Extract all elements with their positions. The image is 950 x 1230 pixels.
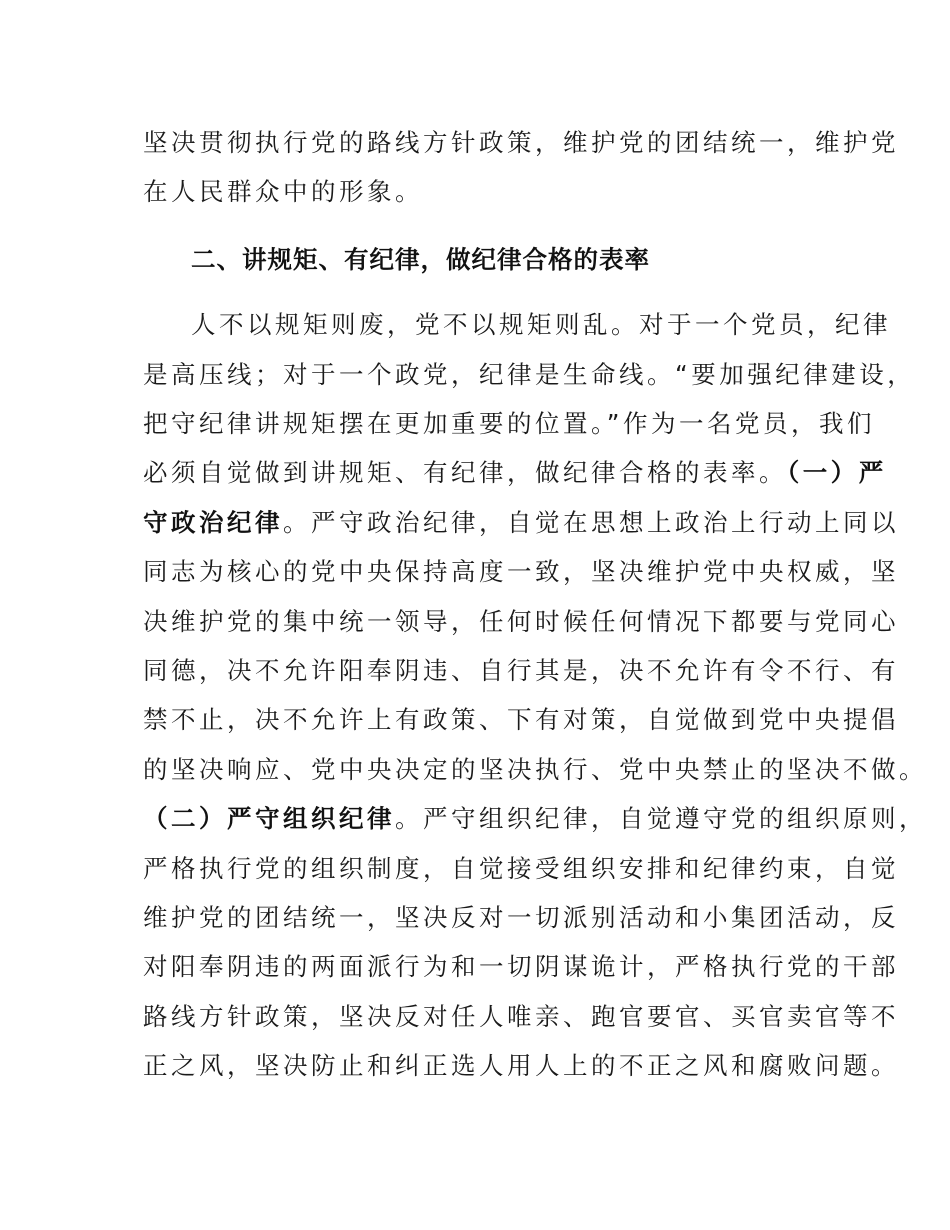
subsection-heading-end: 守政治纪律 — [143, 508, 283, 537]
paragraph-line: 严格执行党的组织制度，自觉接受组织安排和纪律约束，自觉 — [143, 854, 899, 883]
paragraph-line — [143, 799, 927, 839]
paragraph-line: 人不以规矩则废，党不以规矩则乱。对于一个党员，纪律 — [191, 310, 891, 339]
line-text: 。严守政治纪律，自觉在思想上政治上行动上同以 — [283, 508, 899, 537]
paragraph-line: 把守纪律讲规矩摆在更加重要的位置。”作为一名党员，我们 — [143, 409, 875, 438]
paragraph-line: 是高压线；对于一个政党，纪律是生命线。“要加强纪律建设， — [143, 360, 916, 389]
paragraph-line: 维护党的团结统一，坚决反对一切派别活动和小集团活动，反 — [143, 903, 899, 932]
line-text: 。严守组织纪律，自觉遵守党的组织原则， — [395, 804, 927, 833]
paragraph-line — [143, 503, 899, 543]
paragraph-line: 同德，决不允许阳奉阴违、自行其是，决不允许有令不行、有 — [143, 656, 899, 685]
subsection-heading: （二）严守组织纪律 — [143, 804, 395, 833]
paragraph-line: 正之风，坚决防止和纠正选人用人上的不正之风和腐败问题。 — [143, 1051, 899, 1080]
subsection-heading-start: （一）严 — [787, 458, 887, 487]
paragraph-line: 同志为核心的党中央保持高度一致，坚决维护党中央权威，坚 — [143, 557, 899, 586]
paragraph-line: 的坚决响应、党中央决定的坚决执行、党中央禁止的坚决不做。 — [143, 755, 927, 784]
paragraph-line: 在人民群众中的形象。 — [143, 177, 423, 206]
paragraph-line: 路线方针政策，坚决反对任人唯亲、跑官要官、买官卖官等不 — [143, 1002, 899, 1031]
paragraph-line: 坚决贯彻执行党的路线方针政策，维护党的团结统一，维护党 — [143, 128, 899, 157]
paragraph-line: 决维护党的集中统一领导，任何时候任何情况下都要与党同心 — [143, 607, 899, 636]
section-heading: 二、讲规矩、有纪律，做纪律合格的表率 — [191, 245, 650, 274]
line-text: 必须自觉做到讲规矩、有纪律，做纪律合格的表率。 — [143, 458, 787, 487]
paragraph-line — [143, 453, 887, 493]
paragraph-line: 禁不止，决不允许上有政策、下有对策，自觉做到党中央提倡 — [143, 705, 899, 734]
paragraph-line: 对阳奉阴违的两面派行为和一切阴谋诡计，严格执行党的干部 — [143, 952, 899, 981]
